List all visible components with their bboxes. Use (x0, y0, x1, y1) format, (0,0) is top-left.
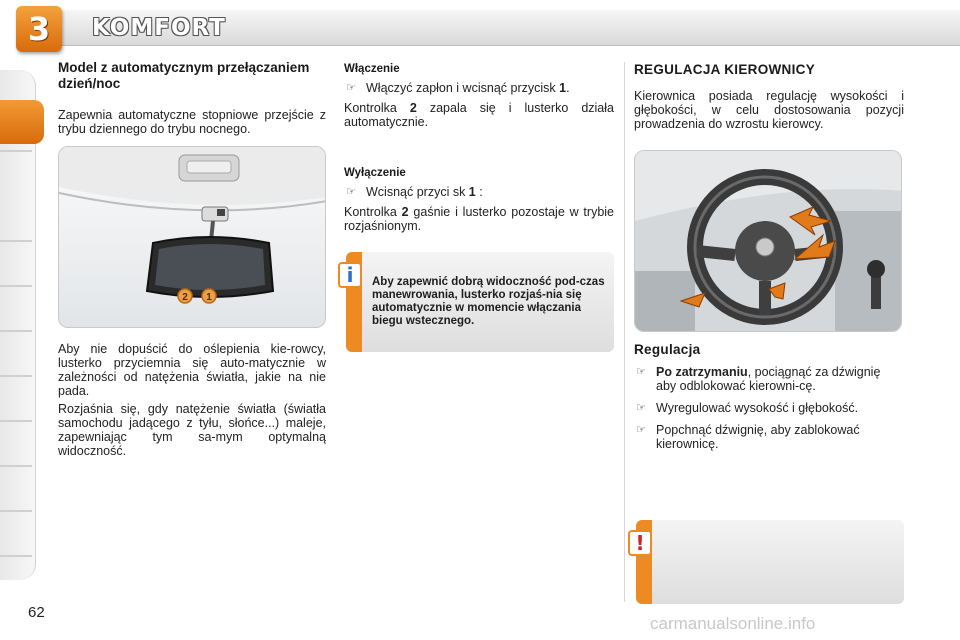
pointing-hand-icon: ☞ (346, 81, 356, 94)
pointing-hand-icon: ☞ (636, 401, 646, 414)
rear-view-mirror-image (59, 147, 326, 328)
tab-divider (0, 510, 32, 512)
chapter-number: 3 (27, 10, 51, 48)
mirror-illustration (58, 146, 326, 328)
pointing-hand-icon: ☞ (636, 365, 646, 378)
page-number: 62 (28, 604, 45, 621)
paragraph-brightening: Rozjaśnia się, gdy natężenie światła (światła samochodu jadącego z tyłu, słońce...) maleje, zapewniając tym sa-mym optymalną widoczność. (58, 402, 326, 458)
column-steering (634, 60, 904, 131)
tab-divider (0, 555, 32, 557)
paragraph-indicator-on: Kontrolka 2 zapala się i lusterko działa automatycznie. (344, 101, 614, 129)
column-operation (344, 60, 614, 233)
tab-divider (0, 330, 32, 332)
warning-icon: ! (628, 530, 652, 556)
watermark: carmanualsonline.info (650, 614, 816, 633)
step-lock-lever: ☞ Popchnąć dźwignię, aby zablokować kierownicę. (636, 423, 860, 451)
column-mirror-text (58, 342, 326, 458)
heading-switch-off: Wyłączenie (344, 167, 406, 179)
section-heading-steering: REGULACJA KIEROWNICY (634, 62, 816, 77)
info-icon: i (338, 262, 362, 288)
warning-note-box (636, 520, 904, 604)
paragraph-indicator-off: Kontrolka 2 gaśnie i lusterko pozostaje w trybie rozjaśnionym. (344, 205, 615, 233)
tab-divider (0, 465, 32, 467)
steering-illustration (634, 150, 902, 332)
tab-divider (0, 375, 32, 377)
column-divider (624, 62, 625, 602)
info-note-text: Aby zapewnić dobrą widoczność pod-czas manewrowania, lusterko rozjaś-nia się automatycznie w momencie włączania biegu wstecznego. (372, 276, 605, 327)
step-adjust-height: ☞ Wyregulować wysokość i głębokość. (636, 401, 859, 415)
page-header (0, 0, 960, 56)
chapter-badge (16, 6, 62, 52)
steering-wheel-image (635, 151, 902, 332)
pointing-hand-icon: ☞ (636, 423, 646, 436)
section-heading-auto-dimming: Model z automatycznym przełączaniem dzień/noc (58, 60, 310, 91)
step-pull-lever: ☞ Po zatrzymaniu, pociągnąć za dźwignię aby odblokować kierowni-cę. (636, 365, 881, 393)
active-chapter-tab[interactable] (0, 100, 44, 144)
chapter-title: KOMFORT (92, 15, 226, 41)
callout-label-1: 1 (206, 292, 212, 303)
instruction-switch-off: ☞ Wcisnąć przyci sk 1 : (346, 185, 483, 199)
column-mirror (58, 60, 326, 136)
steering-intro: Kierownica posiada regulację wysokości i głębokości, w celu dostosowania pozycji prowadzenia do wzrostu kierowcy. (634, 89, 904, 131)
paragraph-glare: Aby nie dopuścić do oślepienia kie-rowcy, lusterko przyciemnia się auto-matycznie w zależności od natężenia światła, jakie na nie pada. (58, 342, 326, 398)
pointing-hand-icon: ☞ (346, 185, 356, 198)
instruction-switch-on: ☞ Włączyć zapłon i wcisnąć przycisk 1. (346, 81, 570, 95)
tab-divider (0, 420, 32, 422)
chapter-tabs (0, 70, 36, 580)
tab-divider (0, 240, 32, 242)
tab-divider (0, 150, 32, 152)
column-steering-adjust (634, 342, 904, 451)
intro-text: Zapewnia automatyczne stopniowe przejście z trybu dziennego do trybu nocnego. (58, 108, 326, 136)
heading-switch-on: Włączenie (344, 63, 400, 75)
tab-divider (0, 285, 32, 287)
callout-label-2: 2 (182, 292, 188, 303)
heading-adjustment: Regulacja (634, 342, 701, 357)
